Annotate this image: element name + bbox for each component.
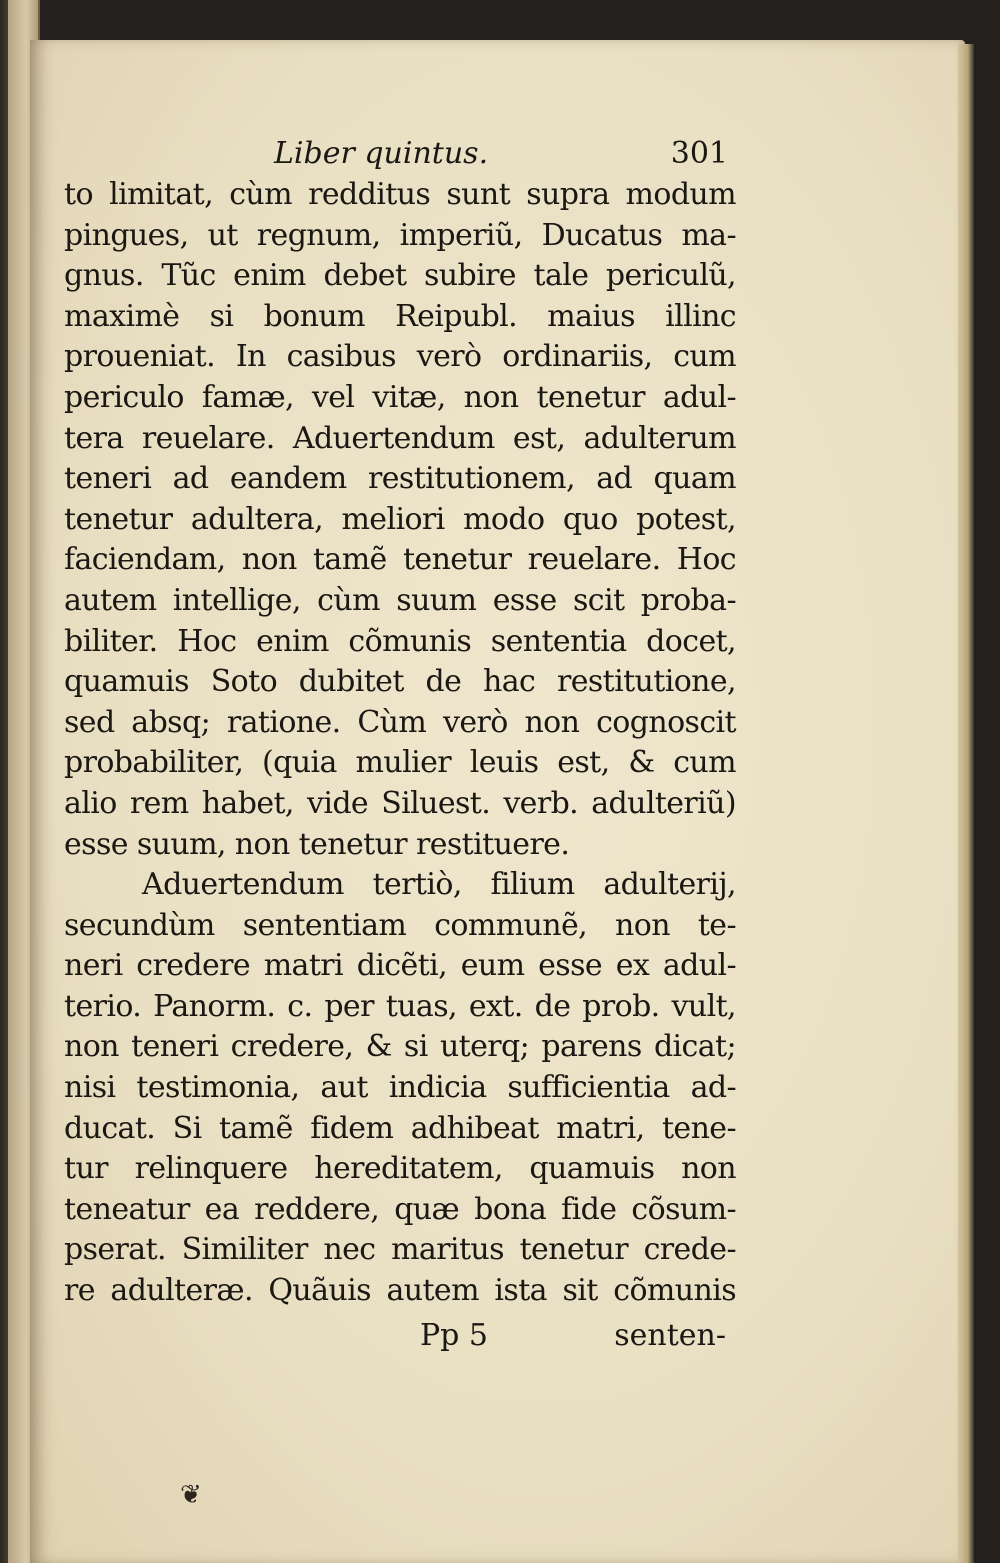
- text-line: to limitat, cùm redditus sunt supra modum: [64, 177, 736, 212]
- text-line: alio rem habet, vide Siluest. verb. adulteriũ): [64, 785, 736, 821]
- text-line: pingues, ut regnum, imperiũ, Ducatus ma-: [64, 217, 736, 253]
- text-block: [64, 133, 736, 1358]
- signature-mark: Pp 5: [420, 1317, 489, 1353]
- paragraph-start-line: Aduertendum tertiò, filium adulterij,: [142, 867, 736, 903]
- text-line: neri credere matri dicẽti, eum esse ex adul-: [64, 948, 736, 984]
- running-title: Liber quintus.: [274, 136, 489, 171]
- text-line: faciendam, non tamẽ tenetur reuelare. Hoc: [64, 542, 736, 578]
- printer-ornament-icon: ❦: [180, 1480, 202, 1510]
- text-line: nisi testimonia, aut indicia sufficientia ad-: [64, 1070, 736, 1106]
- text-line: tera reuelare. Aduertendum est, adulterum: [64, 420, 736, 456]
- text-line: gnus. Tũc enim debet subire tale periculũ,: [64, 258, 736, 294]
- text-line: periculo famæ, vel vitæ, non tenetur adul-: [64, 379, 736, 415]
- page-fore-edge: [958, 44, 974, 1563]
- page-number: 301: [670, 136, 728, 171]
- text-line: autem intellige, cùm suum esse scit proba-: [64, 582, 736, 618]
- text-line: tenetur adultera, meliori modo quo potest,: [64, 501, 736, 537]
- text-line: terio. Panorm. c. per tuas, ext. de prob. vult,: [64, 988, 736, 1024]
- text-line: secundùm sententiam communẽ, non te-: [64, 907, 736, 943]
- text-line: proueniat. In casibus verò ordinariis, cum: [64, 339, 736, 375]
- text-line: non teneri credere, & si uterq; parens dicat;: [64, 1029, 736, 1065]
- text-line: quamuis Soto dubitet de hac restitutione,: [64, 664, 736, 700]
- catchword: senten-: [614, 1317, 726, 1353]
- text-line: probabiliter, (quia mulier leuis est, & cum: [64, 745, 736, 781]
- running-head: [64, 133, 736, 175]
- text-line: teneatur ea reddere, quæ bona fide cõsum-: [64, 1191, 736, 1227]
- text-line: tur relinquere hereditatem, quamuis non: [64, 1151, 736, 1187]
- text-line: ducat. Si tamẽ fidem adhibeat matri, tene-: [64, 1110, 736, 1146]
- text-line: re adulteræ. Quãuis autem ista sit cõmunis: [64, 1273, 736, 1309]
- text-line: teneri ad eandem restitutionem, ad quam: [64, 461, 736, 497]
- page-footer: [64, 1314, 736, 1358]
- text-line: esse suum, non tenetur restituere.: [64, 826, 570, 862]
- text-line: maximè si bonum Reipubl. maius illinc: [64, 298, 736, 334]
- text-line: sed absq; ratione. Cùm verò non cognoscit: [64, 704, 736, 740]
- text-line: biliter. Hoc enim cõmunis sententia docet,: [64, 623, 736, 659]
- text-line: pserat. Similiter nec maritus tenetur crede-: [64, 1232, 736, 1268]
